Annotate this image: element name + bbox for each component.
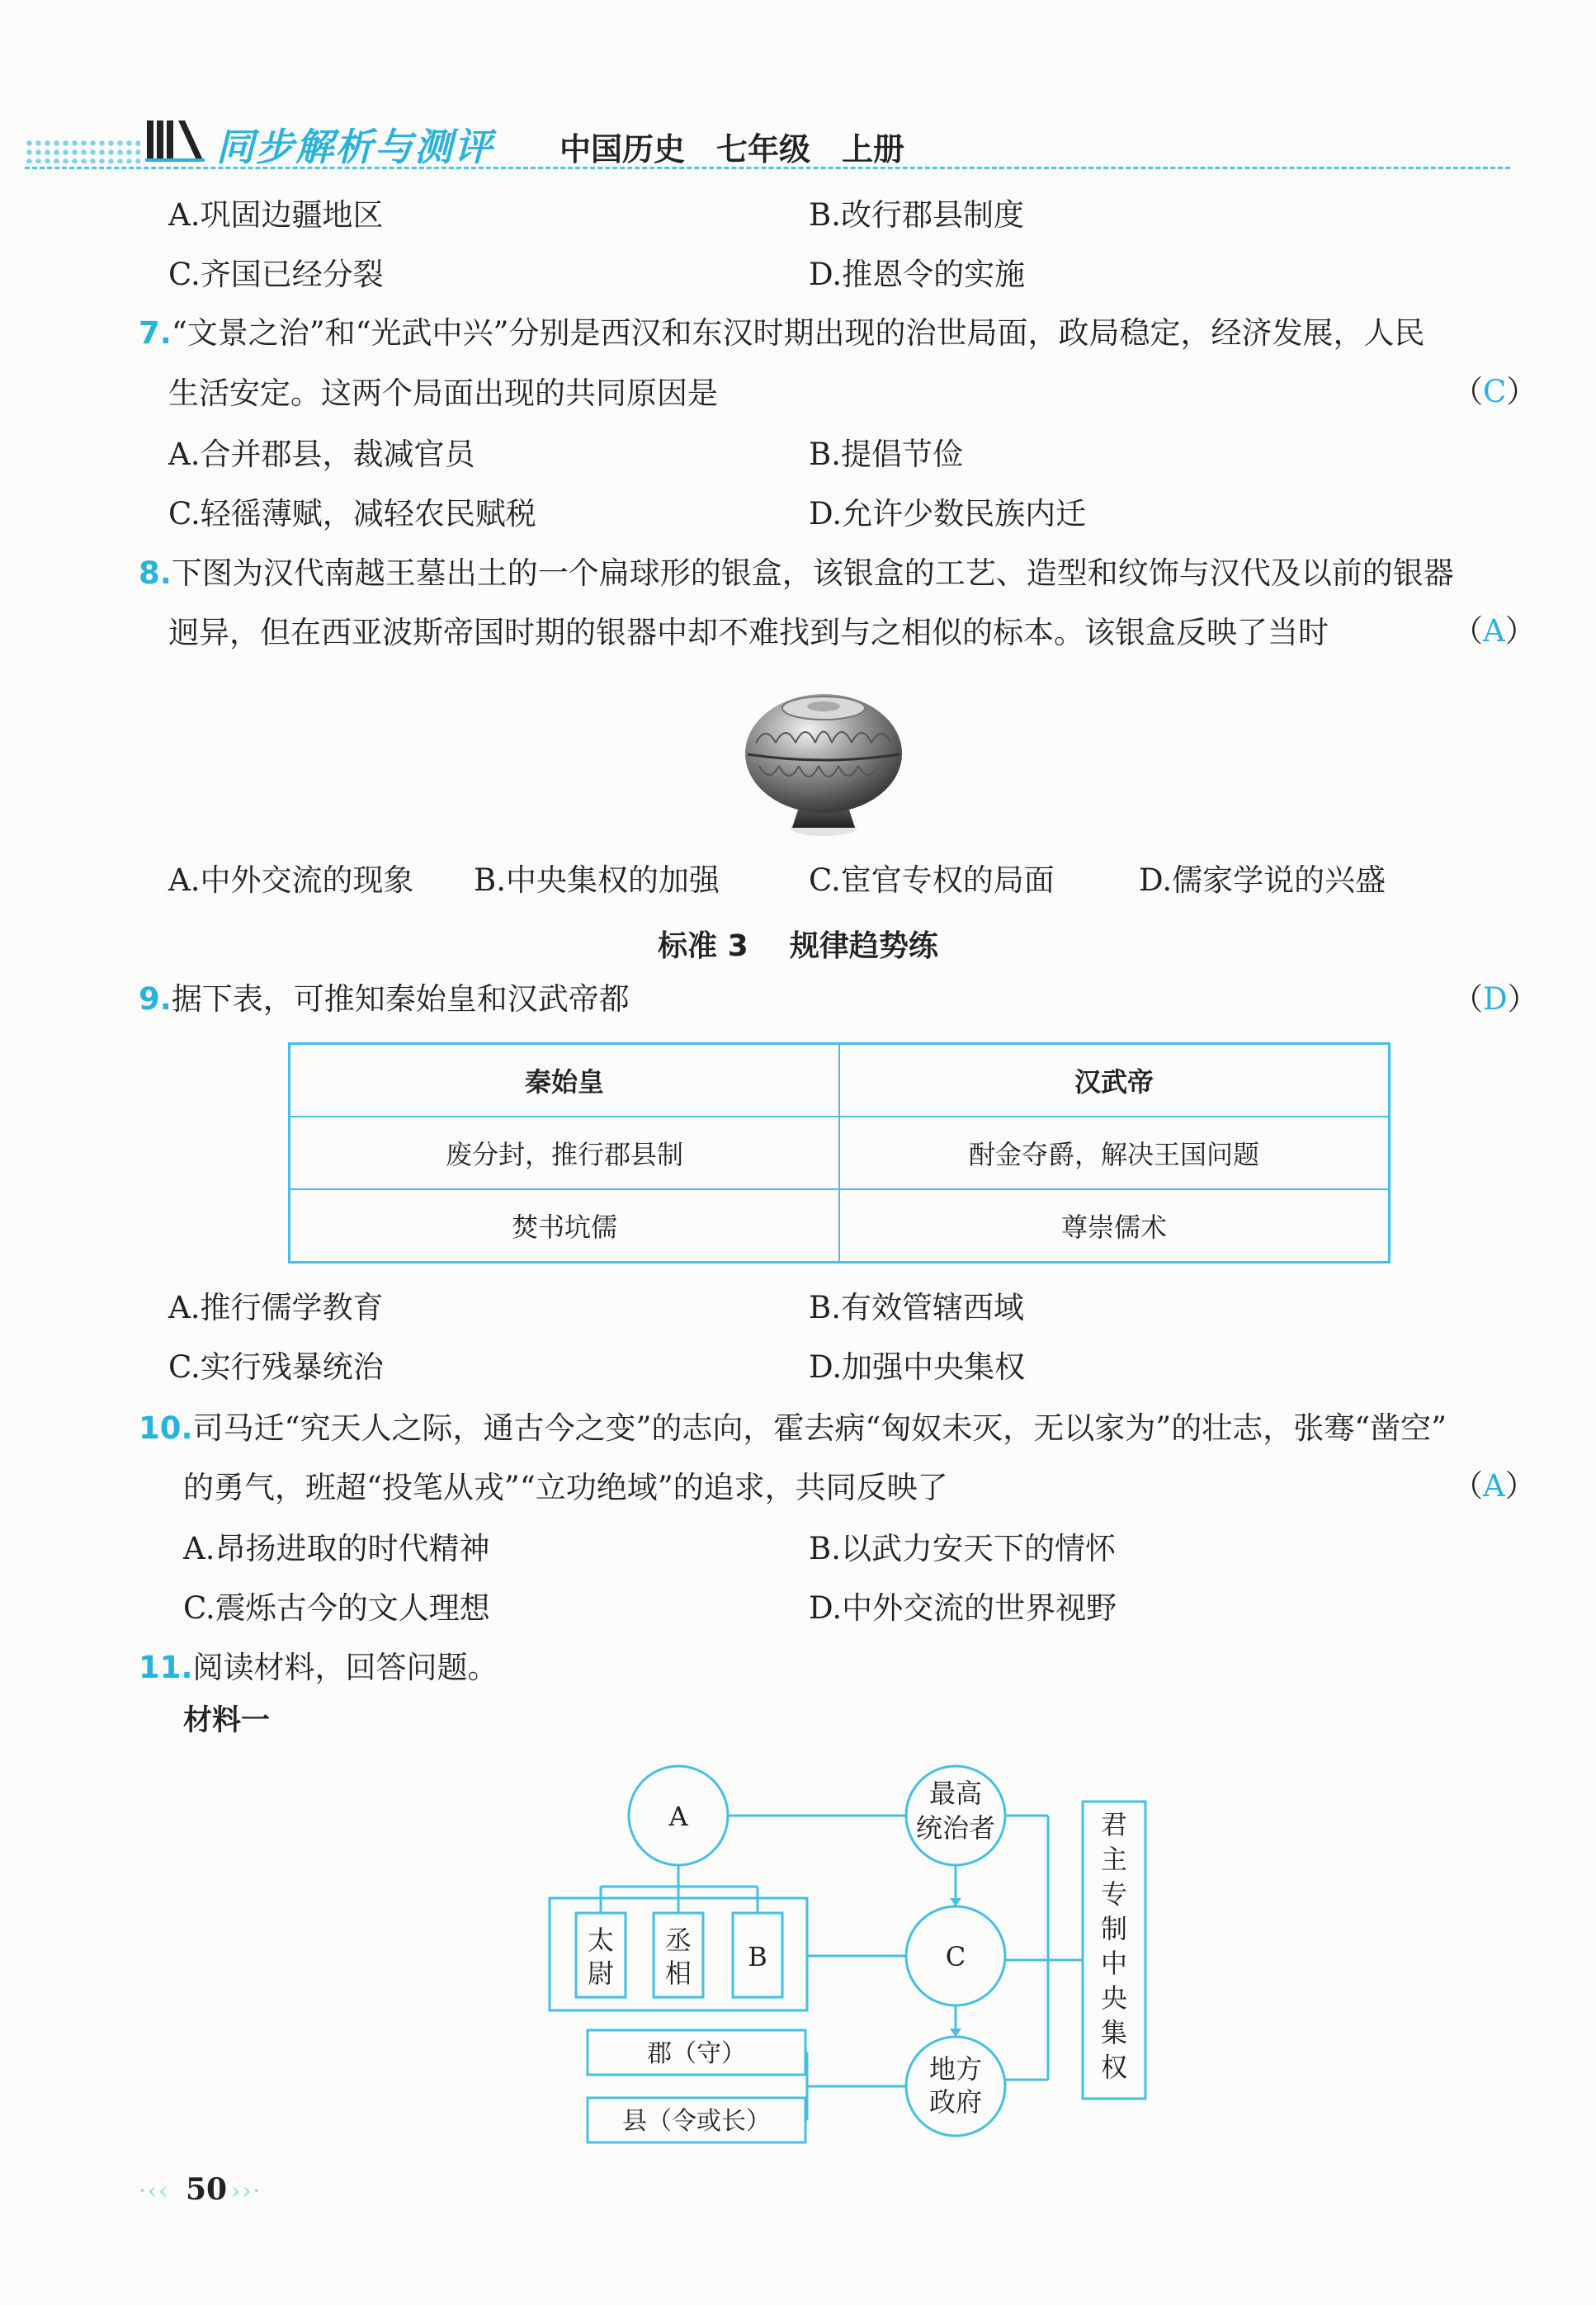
q8-option-c: C.宦官专权的局面 — [809, 862, 1055, 898]
q10-option-c: C.震烁古今的文人理想 — [183, 1590, 490, 1626]
diagram-label-b: B — [748, 1941, 767, 1972]
q8-answer: （A） — [1452, 613, 1536, 649]
diagram-label-xian: 县（令或长） — [622, 2107, 771, 2136]
table-header-cell: 秦始皇 — [290, 1044, 840, 1117]
q8-number: 8. — [139, 555, 172, 591]
diagram-vertical-char: 君 — [1100, 1809, 1128, 1840]
table-cell: 尊崇儒术 — [839, 1189, 1390, 1263]
book-title: 同步解析与测评 — [216, 125, 493, 169]
q10-option-a: A.昂扬进取的时代精神 — [183, 1531, 490, 1566]
page-number-decoration-left: ·‹‹ — [139, 2177, 170, 2204]
q8-stem-line2: 迥异，但在西亚波斯帝国时期的银器中却不难找到与之相似的标本。该银盒反映了当时 — [168, 615, 1329, 650]
q7-number: 7. — [139, 315, 172, 351]
q9-answer: （D） — [1452, 981, 1538, 1017]
q8-option-b: B.中央集权的加强 — [474, 862, 720, 898]
diagram-label-taiwei-2: 尉 — [587, 1958, 615, 1989]
diagram-vertical-char: 权 — [1100, 2052, 1128, 2083]
page-number-decoration-right: ››· — [231, 2177, 262, 2204]
q10-option-d: D.中外交流的世界视野 — [809, 1590, 1117, 1626]
q8-option-a: A.中外交流的现象 — [168, 862, 414, 898]
diagram-label-chengxiang-1: 丞 — [664, 1925, 692, 1956]
q9-option-d: D.加强中央集权 — [809, 1349, 1026, 1385]
q6-option-c: C.齐国已经分裂 — [168, 257, 384, 292]
diagram-vertical-char: 主 — [1100, 1844, 1128, 1875]
q7-stem-line2: 生活安定。这两个局面出现的共同原因是 — [168, 376, 718, 411]
diagram-label-chengxiang-2: 相 — [664, 1958, 692, 1989]
diagram-vertical-char: 专 — [1100, 1878, 1128, 1910]
q10-number: 10. — [139, 1410, 193, 1446]
q7-option-b: B.提倡节俭 — [809, 437, 963, 472]
page-number: 50 — [186, 2172, 228, 2207]
q10-stem-line2: 的勇气，班超“投笔从戎”“立功绝域”的追求，共同反映了 — [183, 1470, 948, 1505]
q11-number: 11. — [139, 1650, 193, 1685]
q6-option-d: D.推恩令的实施 — [809, 257, 1026, 292]
q10-answer: （A） — [1452, 1468, 1536, 1504]
diagram-label-ruler-1: 最高 — [928, 1778, 983, 1809]
q8-option-d: D.儒家学说的兴盛 — [1139, 862, 1386, 898]
q10-stem-line1: 10.司马迁“究天人之际，通古今之变”的志向，霍去病“匈奴未灭，无以家为”的壮志，张骞“凿空” — [139, 1410, 1447, 1446]
table-cell: 焚书坑儒 — [290, 1189, 840, 1263]
diagram-label-ruler-2: 统治者 — [915, 1812, 996, 1844]
material-one-label: 材料一 — [183, 1704, 271, 1737]
q7-option-d: D.允许少数民族内迁 — [809, 496, 1087, 531]
diagram-label-local-2: 政府 — [928, 2086, 983, 2118]
q7-option-c: C.轻徭薄赋，减轻农民赋税 — [168, 496, 536, 531]
table-cell: 废分封，推行郡县制 — [290, 1117, 840, 1189]
q11-stem: 11.阅读材料，回答问题。 — [139, 1650, 498, 1685]
diagram-vertical-char: 央 — [1100, 1982, 1128, 2014]
diagram-vertical-char: 中 — [1100, 1948, 1128, 1979]
book-subtitle: 中国历史 七年级 上册 — [560, 131, 905, 168]
diagram-label-jun: 郡（守） — [647, 2039, 746, 2068]
diagram-label-taiwei-1: 太 — [587, 1925, 615, 1956]
table-header-cell: 汉武帝 — [839, 1044, 1390, 1117]
q6-option-a: A.巩固边疆地区 — [168, 197, 384, 233]
diagram-label-a: A — [668, 1801, 688, 1832]
q9-stem: 9.据下表，可推知秦始皇和汉武帝都 — [139, 981, 630, 1017]
q8-stem-line1: 8.下图为汉代南越王墓出土的一个扁球形的银盒，该银盒的工艺、造型和纹饰与汉代及以前的银器 — [139, 555, 1454, 591]
diagram-label-local-1: 地方 — [928, 2053, 983, 2085]
q7-option-a: A.合并郡县，裁减官员 — [168, 437, 475, 472]
table-cell: 酎金夺爵，解决王国问题 — [839, 1117, 1390, 1189]
diagram-vertical-char: 制 — [1100, 1913, 1128, 1944]
diagram-vertical-char: 集 — [1100, 2017, 1128, 2048]
q9-option-a: A.推行儒学教育 — [168, 1290, 384, 1325]
q6-option-b: B.改行郡县制度 — [809, 197, 1024, 233]
q7-stem-line1: 7.“文景之治”和“光武中兴”分别是西汉和东汉时期出现的治世局面，政局稳定，经济发展，人民 — [139, 315, 1425, 351]
diagram-label-c: C — [945, 1941, 966, 1972]
q10-option-b: B.以武力安天下的情怀 — [809, 1531, 1116, 1566]
q7-answer: （C） — [1452, 374, 1537, 409]
section-heading: 标准 3 规律趋势练 — [658, 929, 938, 963]
q9-number: 9. — [139, 981, 172, 1017]
q9-option-c: C.实行残暴统治 — [168, 1349, 384, 1385]
q9-option-b: B.有效管辖西域 — [809, 1290, 1024, 1325]
